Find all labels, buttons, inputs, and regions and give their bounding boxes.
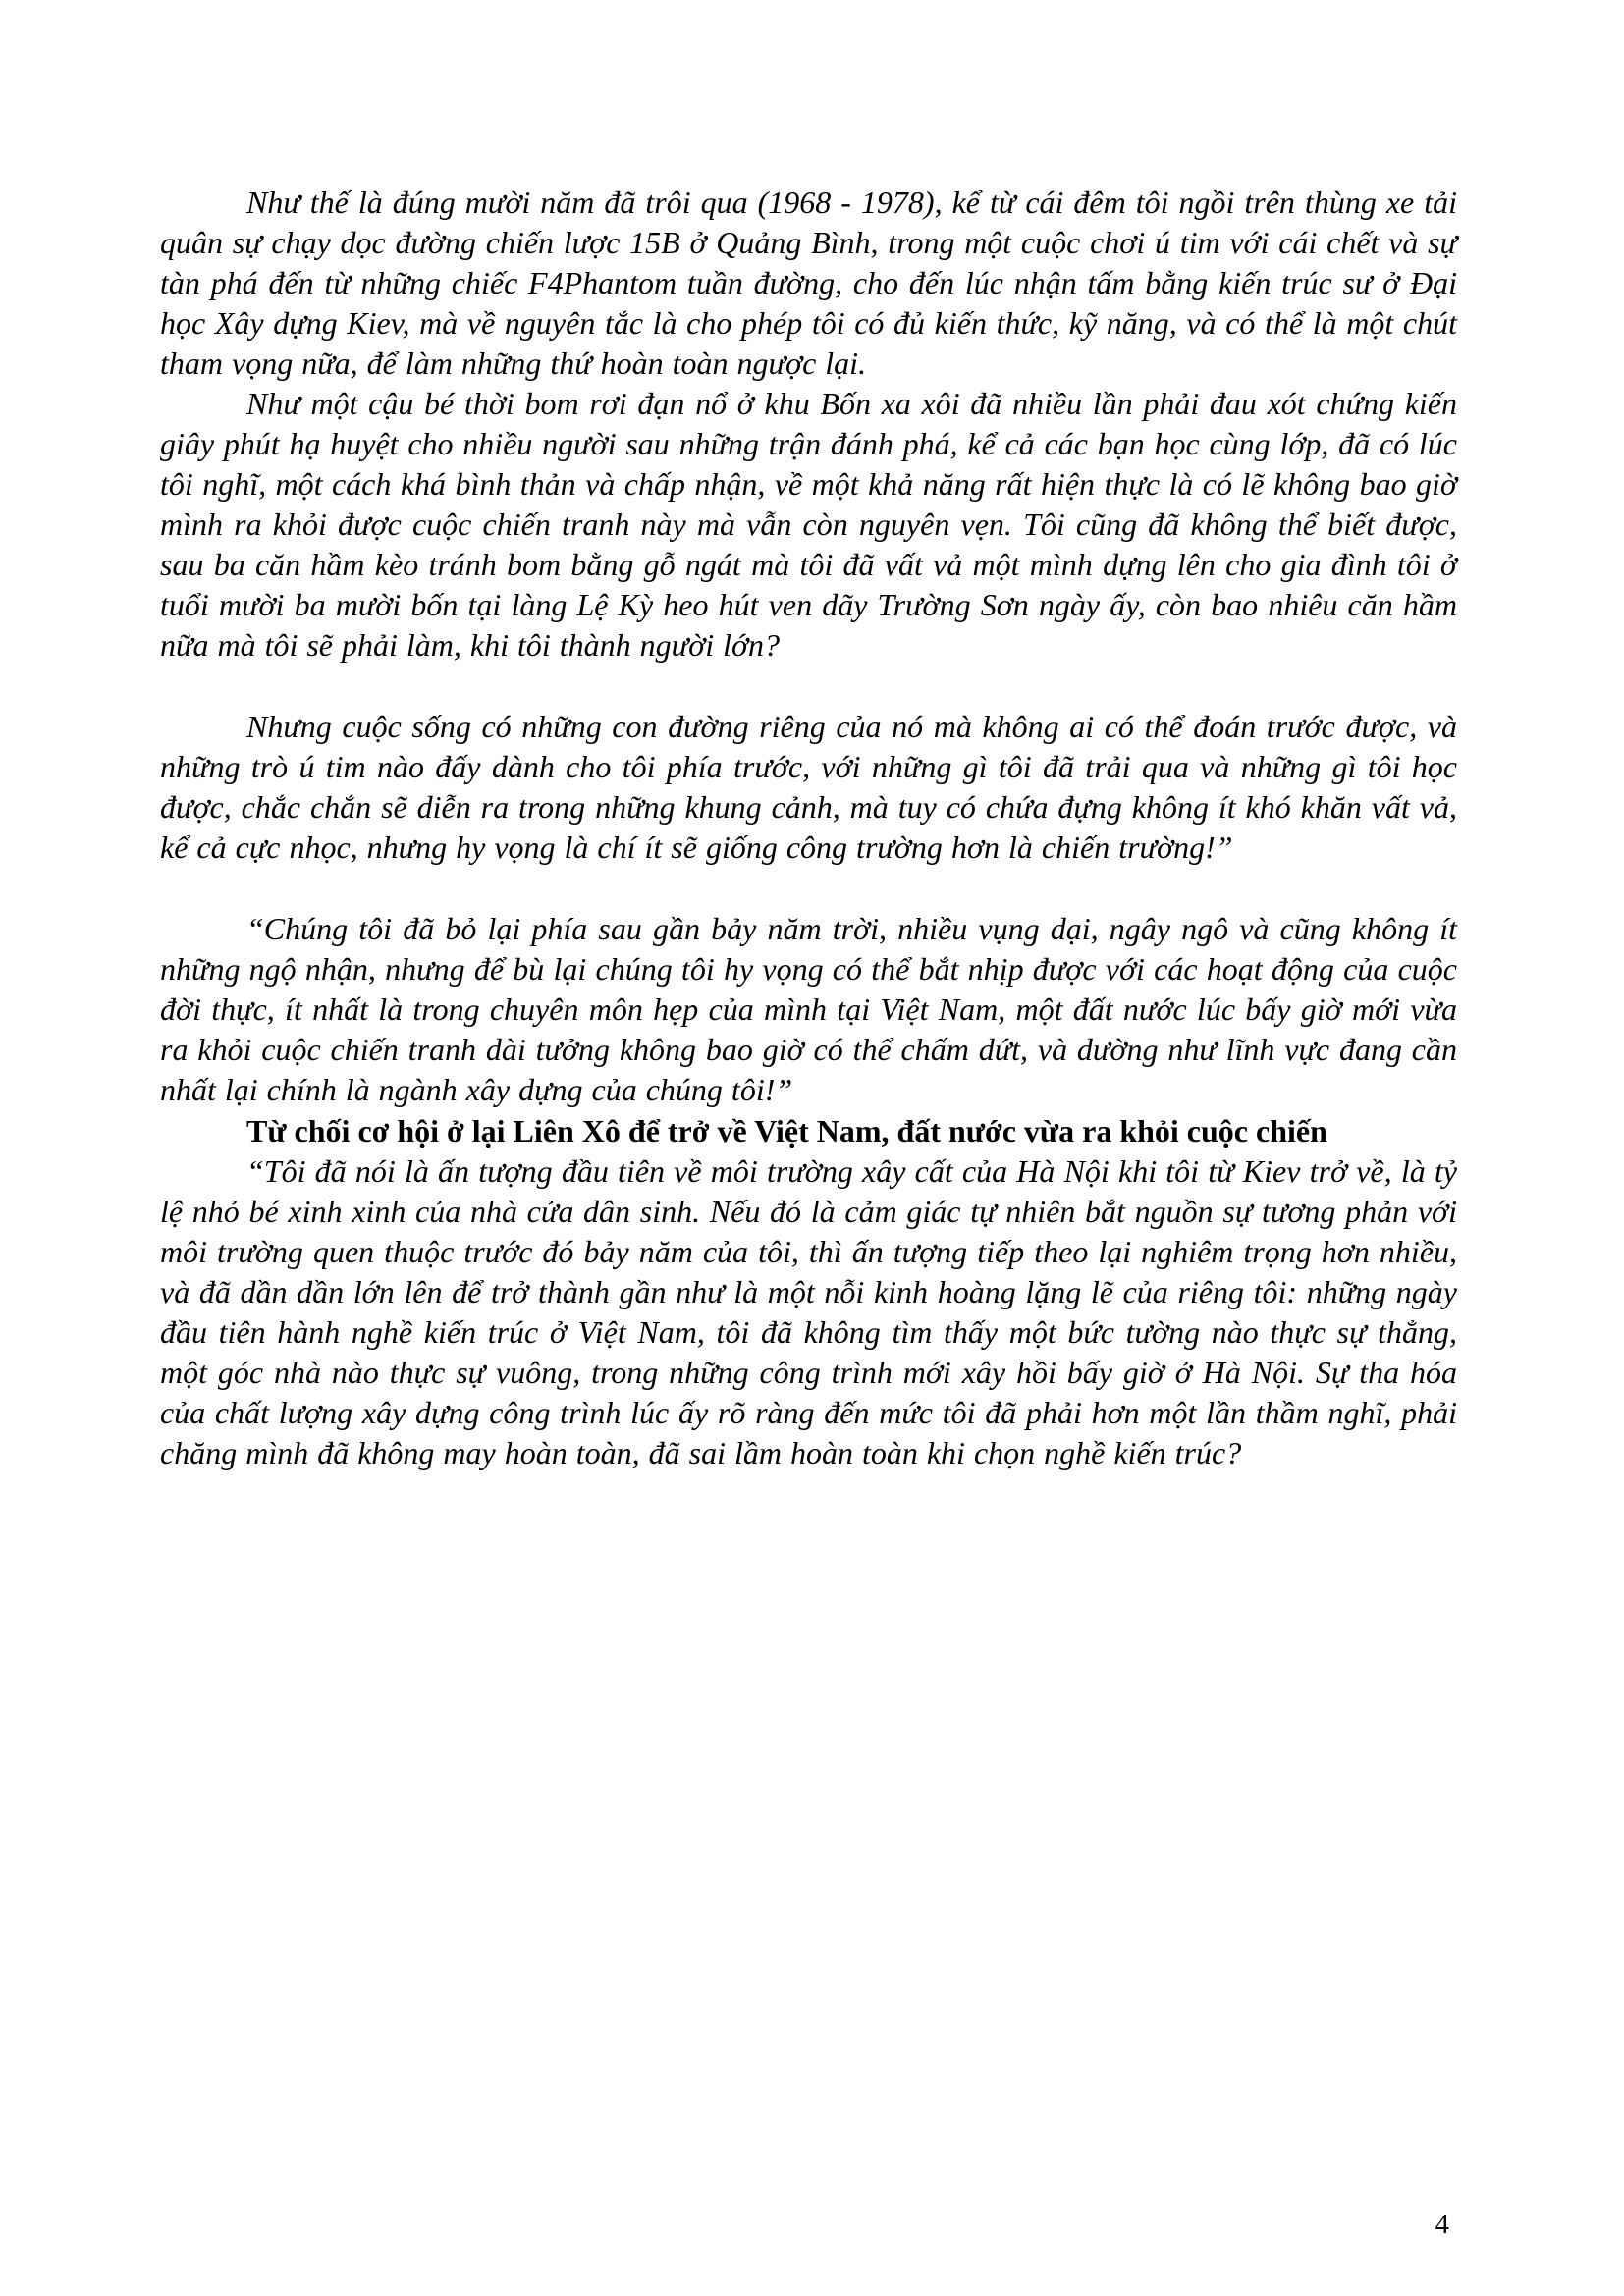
paragraph-5: “Tôi đã nói là ấn tượng đầu tiên về môi trường xây cất của Hà Nội khi tôi từ Kiev trở về, là tỷ lệ nhỏ bé xinh xinh của nhà cửa dân sinh. Nếu đó là cảm giác tự nhiên bắt nguồn sự tương phản với môi trường quen thuộc trước đó bảy năm của tôi, thì ấn tượng tiếp theo lại nghiêm trọng hơn nhiều, và đã dần dần lớn lên để trở thành gần như là một nỗi kinh hoàng lặng lẽ của riêng tôi: những ngày đầu tiên hành nghề kiến trúc ở Việt Nam, tôi đã không tìm thấy một bức tường nào thực sự thẳng, một góc nhà nào thực sự vuông, trong những công trình mới xây hồi bấy giờ ở Hà Nội. Sự tha hóa của chất lượng xây dựng công trình lúc ấy rõ ràng đến mức tôi đã phải hơn một lần thầm nghĩ, phải chăng mình đã không may hoàn toàn, đã sai lầm hoàn toàn khi chọn nghề kiến trúc? — [160, 1153, 1457, 1470]
paragraph-3: Nhưng cuộc sống có những con đường riêng của nó mà không ai có thể đoán trước được, và những trò ú tim nào đấy dành cho tôi phía trước, với những gì tôi đã trải qua và những gì tôi học được, chắc chắn sẽ diễn ra trong những khung cảnh, mà tuy có chứa đựng không ít khó khăn vất vả, kể cả cực nhọc, nhưng hy vọng là chí ít sẽ giống công trường hơn là chiến trường!” — [160, 709, 1457, 865]
section-heading: Từ chối cơ hội ở lại Liên Xô để trở về Việt Nam, đất nước vừa ra khỏi cuộc chiến — [246, 1113, 1327, 1148]
page-number: 4 — [1435, 2209, 1449, 2240]
paragraph-2: Như một cậu bé thời bom rơi đạn nổ ở khu Bốn xa xôi đã nhiều lần phải đau xót chứng kiến giây phút hạ huyệt cho nhiều người sau những trận đánh phá, kể cả các bạn học cùng lớp, đã có lúc tôi nghĩ, một cách khá bình thản và chấp nhận, về một khả năng rất hiện thực là có lẽ không bao giờ mình ra khỏi được cuộc chiến tranh này mà vẫn còn nguyên vẹn. Tôi cũng đã không thể biết được, sau ba căn hầm kèo tránh bom bằng gỗ ngát mà tôi đã vất vả một mình dựng lên cho gia đình tôi ở tuổi mười ba mười bốn tại làng Lệ Kỳ heo hút ven dãy Trường Sơn ngày ấy, còn bao nhiêu căn hầm nữa mà tôi sẽ phải làm, khi tôi thành người lớn? — [160, 386, 1457, 663]
paragraph-1: Như thế là đúng mười năm đã trôi qua (1968 - 1978), kể từ cái đêm tôi ngồi trên thùng xe tải quân sự chạy dọc đường chiến lược 15B ở Quảng Bình, trong một cuộc chơi ú tim với cái chết và sự tàn phá đến từ những chiếc F4Phantom tuần đường, cho đến lúc nhận tấm bằng kiến trúc sư ở Đại học Xây dựng Kiev, mà về nguyên tắc là cho phép tôi có đủ kiến thức, kỹ năng, và có thể là một chút tham vọng nữa, để làm những thứ hoàn toàn ngược lại. — [160, 185, 1457, 381]
document-content — [160, 183, 1457, 1473]
paragraph-4: “Chúng tôi đã bỏ lại phía sau gần bảy năm trời, nhiều vụng dại, ngây ngô và cũng không ít những ngộ nhận, nhưng để bù lại chúng tôi hy vọng có thể bắt nhịp được với các hoạt động của cuộc đời thực, ít nhất là trong chuyên môn hẹp của mình tại Việt Nam, một đất nước lúc bấy giờ mới vừa ra khỏi cuộc chiến tranh dài tưởng không bao giờ có thể chấm dứt, và dường như lĩnh vực đang cần nhất lại chính là ngành xây dựng của chúng tôi!” — [160, 911, 1457, 1107]
